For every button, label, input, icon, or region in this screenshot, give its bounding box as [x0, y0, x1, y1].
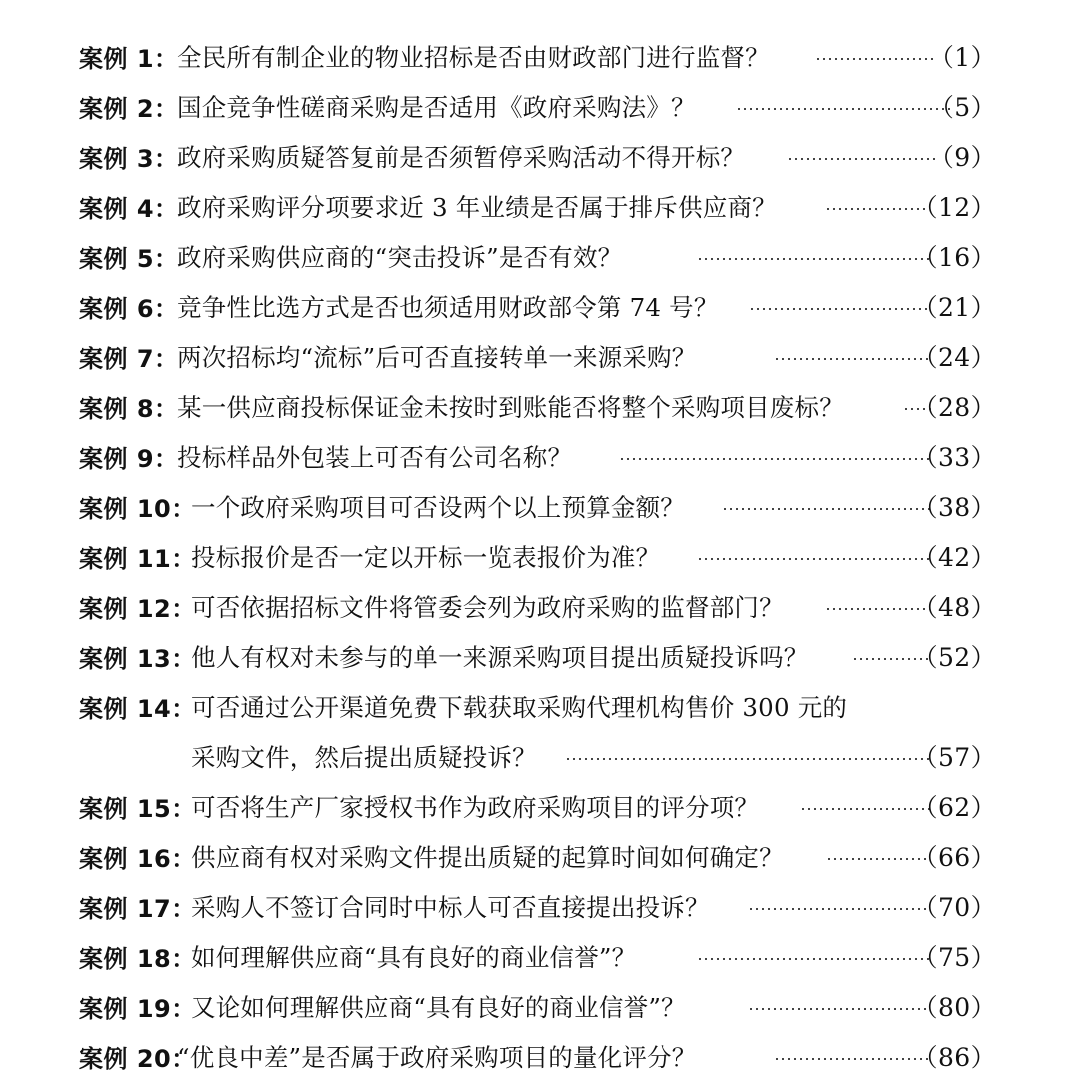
dot-leader	[736, 81, 950, 131]
case-label: 案例 11：	[79, 544, 196, 573]
case-label: 案例 5：	[79, 244, 179, 273]
page-number: （70）	[912, 893, 996, 922]
dot-leader	[697, 531, 930, 581]
case-title: 投标报价是否一定以开标一览表报价为准？	[191, 542, 661, 572]
case-title-continued: 采购文件，然后提出质疑投诉？	[191, 742, 537, 772]
page-number: （80）	[912, 993, 996, 1022]
page-number: （48）	[912, 593, 996, 622]
case-label: 案例 20：	[79, 1044, 196, 1073]
case-label: 案例 17：	[79, 894, 196, 923]
page-number: （52）	[912, 643, 996, 672]
dot-leader	[748, 981, 930, 1031]
toc-entry[interactable]	[0, 231, 1080, 281]
toc-entry[interactable]	[0, 131, 1080, 181]
case-label: 案例 19：	[79, 994, 196, 1023]
dot-leader	[697, 231, 930, 281]
case-label: 案例 4：	[79, 194, 179, 223]
case-title: 两次招标均“流标”后可否直接转单一来源采购？	[177, 342, 697, 372]
case-title: 可否将生产厂家授权书作为政府采购项目的评分项？	[191, 792, 760, 822]
dot-leader	[697, 931, 930, 981]
page-number: （57）	[912, 743, 996, 772]
case-title: 某一供应商投标保证金未按时到账能否将整个采购项目废标？	[177, 392, 844, 422]
toc-entry[interactable]	[0, 931, 1080, 981]
case-label: 案例 10：	[79, 494, 196, 523]
toc-entry[interactable]	[0, 31, 1080, 81]
toc-entry[interactable]	[0, 331, 1080, 381]
page-number: （33）	[912, 443, 996, 472]
toc-entry[interactable]	[0, 481, 1080, 531]
page-number: （16）	[912, 243, 996, 272]
dot-leader	[565, 731, 930, 781]
case-title: 如何理解供应商“具有良好的商业信誉”？	[191, 942, 637, 972]
page-number: （24）	[912, 343, 996, 372]
dot-leader	[800, 781, 930, 831]
toc-entry[interactable]	[0, 381, 1080, 431]
page-number: （38）	[912, 493, 996, 522]
case-title: 又论如何理解供应商“具有良好的商业信誉”？	[191, 992, 686, 1022]
toc-entry[interactable]	[0, 831, 1080, 881]
case-label: 案例 16：	[79, 844, 196, 873]
case-title: 一个政府采购项目可否设两个以上预算金额？	[191, 492, 685, 522]
case-title: 可否通过公开渠道免费下载获取采购代理机构售价 300 元的	[191, 692, 848, 722]
toc-entry[interactable]	[0, 531, 1080, 581]
page-number: （21）	[912, 293, 996, 322]
case-title: 他人有权对未参与的单一来源采购项目提出质疑投诉吗？	[191, 642, 809, 672]
case-label: 案例 14：	[79, 694, 196, 723]
dot-leader	[774, 1031, 930, 1081]
dot-leader	[774, 331, 930, 381]
dot-leader	[815, 31, 935, 81]
dot-leader	[619, 431, 930, 481]
dot-leader	[749, 281, 930, 331]
toc-entry[interactable]	[0, 431, 1080, 481]
page-number: （62）	[912, 793, 996, 822]
toc-entry[interactable]	[0, 881, 1080, 931]
toc-entry[interactable]	[0, 581, 1080, 631]
case-title: 国企竞争性磋商采购是否适用《政府采购法》？	[177, 92, 696, 122]
case-label: 案例 15：	[79, 794, 196, 823]
case-label: 案例 6：	[79, 294, 179, 323]
toc-entry[interactable]	[0, 281, 1080, 331]
page-number: （42）	[912, 543, 996, 572]
dot-leader	[748, 881, 930, 931]
toc-entry[interactable]	[0, 631, 1080, 681]
dot-leader	[787, 131, 939, 181]
case-title: 政府采购质疑答复前是否须暂停采购活动不得开标？	[177, 142, 746, 172]
toc-entry[interactable]	[0, 781, 1080, 831]
case-title: 政府采购评分项要求近 3 年业绩是否属于排斥供应商？	[177, 192, 777, 222]
case-label: 案例 18：	[79, 944, 196, 973]
page-number: （9）	[928, 143, 996, 172]
toc-entry[interactable]	[0, 681, 1080, 781]
page-number: （86）	[912, 1043, 996, 1072]
case-title: 可否依据招标文件将管委会列为政府采购的监督部门？	[191, 592, 784, 622]
case-label: 案例 9：	[79, 444, 179, 473]
case-title: 竞争性比选方式是否也须适用财政部令第 74 号？	[177, 292, 719, 322]
case-label: 案例 13：	[79, 644, 196, 673]
page-number: （28）	[912, 393, 996, 422]
page-number: （1）	[928, 43, 996, 72]
toc-entry[interactable]	[0, 181, 1080, 231]
case-title: 全民所有制企业的物业招标是否由财政部门进行监督？	[177, 42, 770, 72]
toc-entry[interactable]	[0, 981, 1080, 1031]
case-title: 政府采购供应商的“突击投诉”是否有效？	[177, 242, 623, 272]
page-number: （75）	[912, 943, 996, 972]
case-label: 案例 12：	[79, 594, 196, 623]
dot-leader	[722, 481, 930, 531]
case-title: 供应商有权对采购文件提出质疑的起算时间如何确定？	[191, 842, 784, 872]
page-number: （66）	[912, 843, 996, 872]
case-title: 采购人不签订合同时中标人可否直接提出投诉？	[191, 892, 710, 922]
case-label: 案例 8：	[79, 394, 179, 423]
case-title: “优良中差”是否属于政府采购项目的量化评分？	[177, 1042, 697, 1072]
case-title: 投标样品外包装上可否有公司名称？	[177, 442, 573, 472]
case-label: 案例 7：	[79, 344, 179, 373]
toc-entry[interactable]	[0, 81, 1080, 131]
case-label: 案例 2：	[79, 94, 179, 123]
page-number: （5）	[928, 93, 996, 122]
toc-entry[interactable]	[0, 1031, 1080, 1081]
case-label: 案例 3：	[79, 144, 179, 173]
page-number: （12）	[912, 193, 996, 222]
case-label: 案例 1：	[79, 44, 179, 73]
